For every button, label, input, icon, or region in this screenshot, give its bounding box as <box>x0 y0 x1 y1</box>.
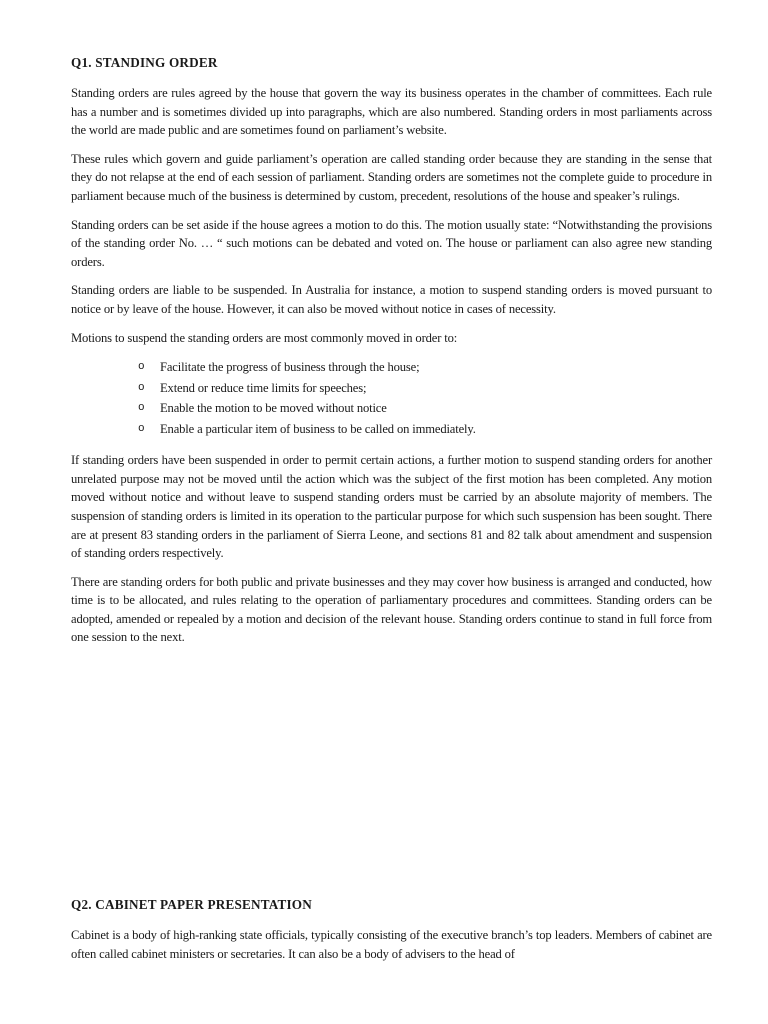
list-item <box>138 419 712 440</box>
list-item <box>138 378 712 399</box>
list-item-text: Facilitate the progress of business through the house; <box>160 360 420 375</box>
paragraph: Standing orders can be set aside if the house agrees a motion to do this. The motion usually state: “Notwithstanding the provisions of the standing order No. … “ such motions can be debated and voted on. The house or parliament can also agree new standing orders. <box>71 217 712 269</box>
list-item-text: Extend or reduce time limits for speeches; <box>160 380 367 395</box>
section-heading: Q2. CABINET PAPER PRESENTATION <box>71 897 312 912</box>
paragraph: Standing orders are rules agreed by the house that govern the way its business operates in the chamber of committees. Each rule has a number and is sometimes divided up into paragraphs, which are also numbered. Standing orders in most parliaments across the world are made public and are sometimes found on parliament’s website. <box>71 86 712 138</box>
section-cabinet-paper <box>71 896 712 973</box>
bullet-marker: o <box>138 422 145 435</box>
bullet-marker: o <box>138 381 145 394</box>
paragraph: Standing orders are liable to be suspended. In Australia for instance, a motion to suspend standing orders is moved pursuant to notice or by leave of the house. However, it can also be moved without notice in cases of necessity. <box>71 283 712 316</box>
bullet-list <box>71 357 712 439</box>
section-standing-order <box>71 54 712 657</box>
list-item-text: Enable the motion to be moved without notice <box>160 401 387 416</box>
paragraph: There are standing orders for both public and private businesses and they may cover how business is arranged and conducted, how time is to be allocated, and rules relating to the operation of parliamentary procedures and committees. Standing orders can be adopted, amended or repealed by a motion and decision of the relevant house. Standing orders continue to stand in full force from one session to the next. <box>71 574 712 645</box>
paragraph: If standing orders have been suspended in order to permit certain actions, a further motion to suspend standing orders for another unrelated purpose may not be moved until the action which was the subject of the first motion has been completed. Any motion moved without notice and without leave to suspend standing orders must be carried by an absolute majority of members. The suspension of standing orders is limited in its operation to the particular purpose for which such suspension has been sought. There are at present 83 standing orders in the parliament of Sierra Leone, and sections 81 and 82 talk about amendment and suspension of standing orders respectively. <box>71 453 712 561</box>
bullet-marker: o <box>138 361 145 374</box>
list-item <box>138 357 712 378</box>
list-item-text: Enable a particular item of business to be called on immediately. <box>160 421 476 436</box>
section-heading: Q1. STANDING ORDER <box>71 55 218 70</box>
paragraph: Motions to suspend the standing orders are most commonly moved in order to: <box>71 330 458 345</box>
bullet-marker: o <box>138 402 145 415</box>
list-item <box>138 398 712 419</box>
paragraph: Cabinet is a body of high-ranking state officials, typically consisting of the executive branch’s top leaders. Members of cabinet are often called cabinet ministers or secretaries. It can also be a body of advisers to the head of <box>71 928 712 961</box>
paragraph: These rules which govern and guide parliament’s operation are called standing order because they are standing in the sense that they do not relapse at the end of each session of parliament. Standing orders are sometimes not the complete guide to procedure in parliament because much of the business is determined by custom, precedent, resolutions of the house and speaker’s rulings. <box>71 151 712 203</box>
